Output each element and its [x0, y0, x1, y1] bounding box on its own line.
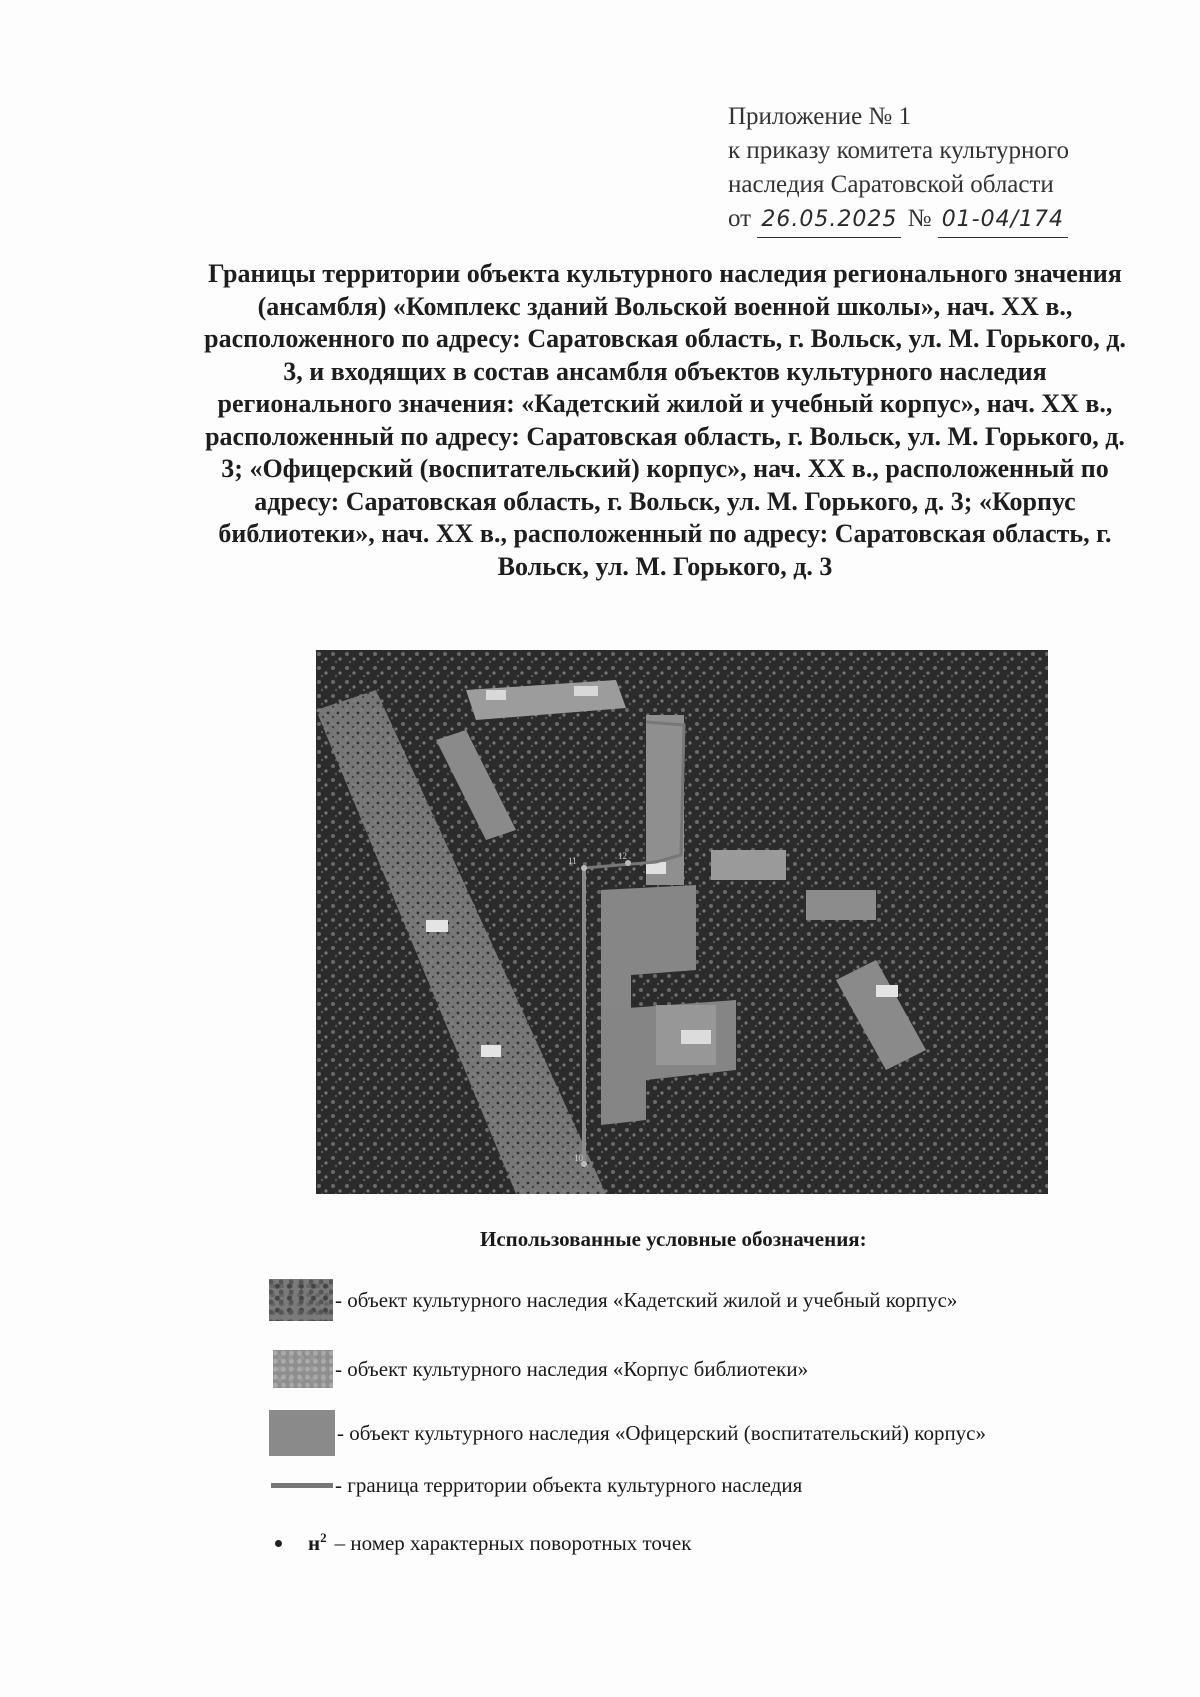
- legend-label: - объект культурного наследия «Корпус библиотеки»: [335, 1356, 809, 1381]
- boundary-line-swatch: [271, 1483, 333, 1488]
- legend-label: – номер характерных поворотных точек: [334, 1530, 692, 1555]
- number-label: №: [907, 205, 932, 232]
- legend-title: Использованные условные обозначения:: [480, 1227, 867, 1251]
- legend-item-library: [273, 1350, 808, 1388]
- legend-label: - граница территории объекта культурного наследия: [335, 1473, 803, 1497]
- aerial-map: [316, 650, 1048, 1194]
- legend-label: - объект культурного наследия «Кадетский жилой и учебный корпус»: [335, 1287, 958, 1312]
- point-label: 11: [568, 856, 577, 866]
- appendix-line-3: наследия Саратовской области: [728, 171, 1054, 198]
- legend-item-officer-corps: [269, 1410, 986, 1456]
- cadet-corps-swatch: [269, 1279, 333, 1321]
- legend-label: - объект культурного наследия «Офицерский (воспитательский) корпус»: [337, 1420, 987, 1445]
- appendix-block: [728, 100, 1069, 238]
- officer-corps-swatch: [269, 1410, 335, 1456]
- appendix-line-1: Приложение № 1: [728, 103, 912, 130]
- order-date: 26.05.2025: [757, 203, 901, 238]
- turning-point-dot-icon: [275, 1540, 282, 1547]
- point-label: 10: [574, 1153, 583, 1163]
- map-image: [316, 650, 1048, 1194]
- legend-item-cadet-corps: [269, 1279, 957, 1321]
- point-label: 12: [618, 851, 627, 861]
- order-number: 01-04/174: [938, 203, 1068, 238]
- document-title: Границы территории объекта культурного наследия регионального значения (ансамбля) «Комплекс зданий Вольской военной школы», нач. XX в., расположенного по адресу: Саратовская область, г. Вольск, ул. М. Горького, д. 3, и входящих в состав ансамбля объектов культурного наследия регионального значения: «Кадетский жилой и учебный корпус», нач. XX в., расположенный по адресу: Саратовская область, г. Вольск, ул. М. Горького, д. 3; «Офицерский (воспитательский) корпус», нач. XX в., расположенный по адресу: Саратовская область, г. Вольск, ул. М. Горького, д. 3; «Корпус библиотеки», нач. XX в., расположенный по адресу: Саратовская область, г. Вольск, ул. М. Горького, д. 3: [204, 259, 1126, 581]
- appendix-line-2: к приказу комитета культурного: [728, 137, 1070, 164]
- legend-item-boundary: [271, 1473, 802, 1498]
- from-label: от: [728, 205, 752, 232]
- appendix-line-4: [728, 202, 1069, 238]
- legend-item-turning-points: [275, 1530, 691, 1556]
- library-swatch: [273, 1350, 333, 1388]
- point-symbol: $н^2$: [308, 1530, 327, 1555]
